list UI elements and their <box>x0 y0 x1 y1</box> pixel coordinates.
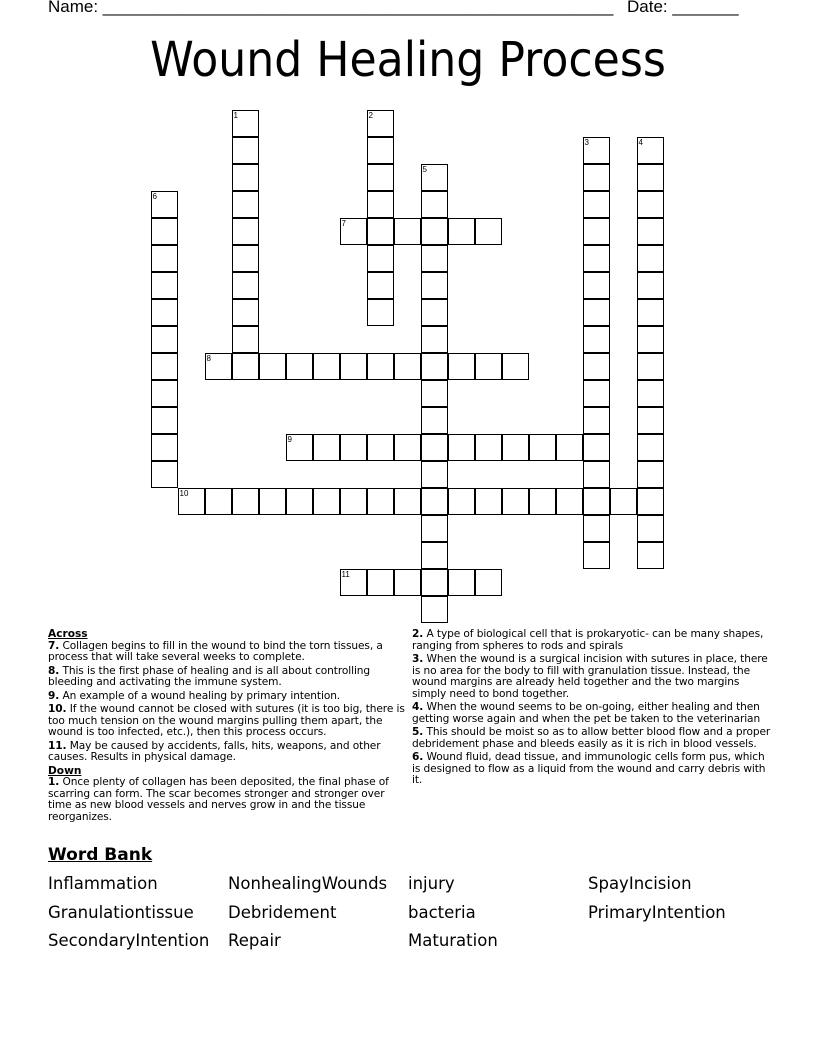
clue-number: 6 <box>152 191 157 201</box>
clue-number: 10 <box>179 488 189 498</box>
clue-across-9: 9. An example of a wound healing by primary intention. <box>48 689 341 702</box>
crossword-cell[interactable] <box>367 137 394 164</box>
crossword-cell[interactable] <box>475 434 502 461</box>
crossword-cell[interactable] <box>421 488 448 515</box>
crossword-cell[interactable] <box>232 488 259 515</box>
crossword-cell[interactable] <box>340 218 367 245</box>
crossword-cell[interactable] <box>232 326 259 353</box>
clue-number: 7 <box>341 218 346 228</box>
crossword-cell[interactable] <box>151 407 178 434</box>
crossword-cell[interactable] <box>367 110 394 137</box>
crossword-cell[interactable] <box>286 488 313 515</box>
crossword-cell[interactable] <box>421 380 448 407</box>
crossword-cell[interactable] <box>583 272 610 299</box>
crossword-cell[interactable] <box>637 407 664 434</box>
crossword-cell[interactable] <box>286 434 313 461</box>
word-bank-item: injury <box>408 874 455 893</box>
crossword-cell[interactable] <box>232 272 259 299</box>
word-bank-item: bacteria <box>408 903 476 922</box>
crossword-cell[interactable] <box>151 218 178 245</box>
crossword-cell[interactable] <box>151 353 178 380</box>
crossword-cell[interactable] <box>610 488 637 515</box>
crossword-cell[interactable] <box>367 191 394 218</box>
crossword-cell[interactable] <box>421 218 448 245</box>
crossword-cell[interactable] <box>583 488 610 515</box>
crossword-cell[interactable] <box>583 542 610 569</box>
crossword-cell[interactable] <box>367 245 394 272</box>
crossword-cell[interactable] <box>421 164 448 191</box>
word-bank-item: Granulationtissue <box>48 903 194 922</box>
crossword-grid <box>151 110 665 624</box>
crossword-cell[interactable] <box>637 353 664 380</box>
crossword-cell[interactable] <box>421 461 448 488</box>
crossword-cell[interactable] <box>502 434 529 461</box>
crossword-cell[interactable] <box>421 191 448 218</box>
word-bank-item: Repair <box>228 931 281 950</box>
crossword-cell[interactable] <box>421 245 448 272</box>
crossword-cell[interactable] <box>367 164 394 191</box>
crossword-cell[interactable] <box>367 353 394 380</box>
crossword-cell[interactable] <box>151 299 178 326</box>
clues-column-left <box>48 629 408 825</box>
crossword-cell[interactable] <box>529 488 556 515</box>
crossword-cell[interactable] <box>340 569 367 596</box>
crossword-cell[interactable] <box>448 569 475 596</box>
crossword-cell[interactable] <box>367 488 394 515</box>
crossword-cell[interactable] <box>637 461 664 488</box>
crossword-cell[interactable] <box>394 488 421 515</box>
crossword-cell[interactable] <box>583 326 610 353</box>
clue-number: 2 <box>368 110 373 120</box>
crossword-cell[interactable] <box>313 434 340 461</box>
crossword-cell[interactable] <box>205 353 232 380</box>
crossword-cell[interactable] <box>421 542 448 569</box>
word-bank-item: Inflammation <box>48 874 158 893</box>
worksheet-header <box>48 0 739 17</box>
crossword-cell[interactable] <box>583 407 610 434</box>
crossword-cell[interactable] <box>637 191 664 218</box>
crossword-cell[interactable] <box>151 461 178 488</box>
crossword-cell[interactable] <box>151 245 178 272</box>
word-bank-title: Word Bank <box>48 845 153 865</box>
crossword-cell[interactable] <box>421 407 448 434</box>
crossword-cell[interactable] <box>475 353 502 380</box>
crossword-cell[interactable] <box>340 353 367 380</box>
clue-down-6: 6. Wound fluid, dead tissue, and immunologic cells form pus, which is designed to flow as a liquid from the wound and carry debris with it. <box>412 751 766 786</box>
crossword-cell[interactable] <box>367 218 394 245</box>
word-bank-item: SpayIncision <box>588 874 692 893</box>
crossword-cell[interactable] <box>583 380 610 407</box>
crossword-cell[interactable] <box>637 164 664 191</box>
word-bank-item: Maturation <box>408 931 498 950</box>
crossword-cell[interactable] <box>286 353 313 380</box>
crossword-cell[interactable] <box>232 191 259 218</box>
clue-down-2: 2. A type of biological cell that is prokaryotic- can be many shapes, ranging from spheres to rods and spirals <box>412 628 764 652</box>
clue-number: 3 <box>584 137 589 147</box>
crossword-cell[interactable] <box>151 272 178 299</box>
crossword-cell[interactable] <box>583 353 610 380</box>
crossword-cell[interactable] <box>556 434 583 461</box>
crossword-cell[interactable] <box>475 218 502 245</box>
crossword-cell[interactable] <box>232 245 259 272</box>
clue-across-11: 11. May be caused by accidents, falls, hits, weapons, and other causes. Results in physical damage. <box>48 739 381 763</box>
crossword-cell[interactable] <box>556 488 583 515</box>
crossword-cell[interactable] <box>637 434 664 461</box>
crossword-cell[interactable] <box>421 569 448 596</box>
crossword-cell[interactable] <box>421 326 448 353</box>
crossword-cell[interactable] <box>151 380 178 407</box>
crossword-cell[interactable] <box>394 218 421 245</box>
word-bank-item: SecondaryIntention <box>48 931 210 950</box>
across-heading: Across <box>48 628 88 640</box>
crossword-cell[interactable] <box>259 353 286 380</box>
crossword-cell[interactable] <box>340 488 367 515</box>
crossword-cell[interactable] <box>583 434 610 461</box>
clue-across-8: 8. This is the first phase of healing and is all about controlling bleeding and activating the immune system. <box>48 664 371 688</box>
crossword-cell[interactable] <box>637 488 664 515</box>
down-heading: Down <box>48 764 82 777</box>
page-title: Wound Healing Process <box>150 32 666 88</box>
clue-number: 1 <box>233 110 238 120</box>
crossword-cell[interactable] <box>421 434 448 461</box>
crossword-cell[interactable] <box>637 218 664 245</box>
crossword-cell[interactable] <box>367 434 394 461</box>
crossword-cell[interactable] <box>475 569 502 596</box>
clue-number: 11 <box>341 569 350 579</box>
crossword-cell[interactable] <box>232 164 259 191</box>
word-bank-item: Debridement <box>228 903 337 922</box>
crossword-cell[interactable] <box>421 596 448 623</box>
crossword-cell[interactable] <box>448 218 475 245</box>
crossword-cell[interactable] <box>583 245 610 272</box>
crossword-cell[interactable] <box>448 434 475 461</box>
crossword-cell[interactable] <box>421 299 448 326</box>
crossword-cell[interactable] <box>502 488 529 515</box>
crossword-cell[interactable] <box>313 353 340 380</box>
crossword-cell[interactable] <box>205 488 232 515</box>
clue-down-5: 5. This should be moist so as to allow better blood flow and a proper debridement phase and bleeds easily as it is rich in blood vessels. <box>412 726 771 750</box>
crossword-cell[interactable] <box>502 353 529 380</box>
clue-down-3: 3. When the wound is a surgical incision with sutures in place, there is no area for the body to fill with granulation tissue. Instead, the wound margins are already held together and the two margins simply need to bond together. <box>412 653 768 700</box>
crossword-cell[interactable] <box>394 353 421 380</box>
crossword-cell[interactable] <box>637 380 664 407</box>
crossword-cell[interactable] <box>583 191 610 218</box>
clue-number: 8 <box>206 353 211 363</box>
crossword-cell[interactable] <box>637 245 664 272</box>
crossword-cell[interactable] <box>232 299 259 326</box>
crossword-cell[interactable] <box>178 488 205 515</box>
crossword-cell[interactable] <box>583 461 610 488</box>
crossword-cell[interactable] <box>151 191 178 218</box>
crossword-cell[interactable] <box>448 488 475 515</box>
crossword-cell[interactable] <box>637 272 664 299</box>
crossword-cell[interactable] <box>394 434 421 461</box>
clues-column-right <box>412 629 774 789</box>
crossword-cell[interactable] <box>259 488 286 515</box>
crossword-cell[interactable] <box>313 488 340 515</box>
crossword-cell[interactable] <box>367 272 394 299</box>
crossword-cell[interactable] <box>637 515 664 542</box>
crossword-cell[interactable] <box>151 434 178 461</box>
name-field-label: Name: ______________________________________________________ <box>48 0 614 16</box>
word-bank-item: NonhealingWounds <box>228 874 388 893</box>
crossword-cell[interactable] <box>232 137 259 164</box>
clue-across-10: 10. If the wound cannot be closed with sutures (it is too big, there is too much tension on the wound margins pulling them apart, the wound is too infected, etc.), then this process occurs. <box>48 703 405 738</box>
crossword-cell[interactable] <box>475 488 502 515</box>
crossword-cell[interactable] <box>340 434 367 461</box>
crossword-cell[interactable] <box>367 569 394 596</box>
crossword-cell[interactable] <box>637 299 664 326</box>
crossword-cell[interactable] <box>583 515 610 542</box>
date-field-label: Date: _______ <box>627 0 739 16</box>
crossword-cell[interactable] <box>637 326 664 353</box>
crossword-cell[interactable] <box>367 299 394 326</box>
clue-number: 9 <box>287 434 292 444</box>
clue-down-1: 1. Once plenty of collagen has been deposited, the final phase of scarring can form. The scar becomes stronger and stronger over time as new blood vessels and nerves grow in and the tissue reorganizes. <box>48 776 389 823</box>
word-bank-item: PrimaryIntention <box>588 903 726 922</box>
crossword-cell[interactable] <box>421 353 448 380</box>
crossword-cell[interactable] <box>583 164 610 191</box>
clue-across-7: 7. Collagen begins to fill in the wound to bind the torn tissues, a process that will take several weeks to complete. <box>48 639 383 663</box>
crossword-cell[interactable] <box>529 434 556 461</box>
crossword-cell[interactable] <box>421 515 448 542</box>
clue-down-4: 4. When the wound seems to be on-going, either healing and then getting worse again and when the pet be taken to the veterinarian <box>412 701 761 725</box>
crossword-cell[interactable] <box>448 353 475 380</box>
crossword-cell[interactable] <box>583 218 610 245</box>
crossword-cell[interactable] <box>637 137 664 164</box>
crossword-cell[interactable] <box>583 137 610 164</box>
crossword-cell[interactable] <box>394 569 421 596</box>
clue-number: 5 <box>422 164 427 174</box>
crossword-cell[interactable] <box>421 272 448 299</box>
crossword-cell[interactable] <box>232 110 259 137</box>
crossword-cell[interactable] <box>637 542 664 569</box>
crossword-cell[interactable] <box>151 326 178 353</box>
crossword-cell[interactable] <box>232 218 259 245</box>
crossword-cell[interactable] <box>232 353 259 380</box>
crossword-cell[interactable] <box>583 299 610 326</box>
clue-number: 4 <box>638 137 643 147</box>
